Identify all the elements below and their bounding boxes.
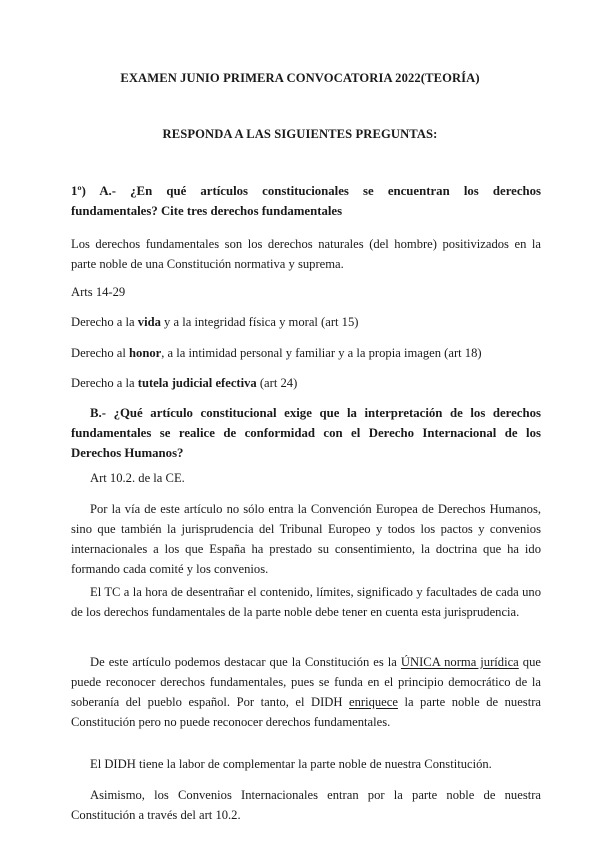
underlined-enriches: enriquece xyxy=(349,695,398,709)
paragraph-didh-role: El DIDH tiene la labor de complementar la parte noble de nuestra Constitución. xyxy=(90,757,492,771)
answer-article: Art 10.2. de la CE. xyxy=(90,471,185,485)
underlined-unique-norm: ÚNICA norma jurídica xyxy=(400,655,519,669)
question-b: B.- ¿Qué artículo constitucional exige que la interpretación de los derechos fundamentales se realice de conformidad con el Derecho Internacional de los Derechos Humanos? xyxy=(71,406,541,460)
definition-paragraph: Los derechos fundamentales son los derechos naturales (del hombre) positivizados en la parte noble de una Constitución normativa y suprema. xyxy=(71,237,541,271)
right-life: Derecho a la vida y a la integridad física y moral (art 15) xyxy=(71,315,359,329)
instructions-heading: RESPONDA A LAS SIGUIENTES PREGUNTAS: xyxy=(162,127,438,141)
paragraph-conventions: Asimismo, los Convenios Internacionales entran por la parte noble de nuestra Constitución a través del art 10.2. xyxy=(71,788,541,822)
articles-range: Arts 14-29 xyxy=(71,285,126,299)
question-a-line2: fundamentales? Cite tres derechos fundamentales xyxy=(71,204,343,218)
right-honor: Derecho al honor, a la intimidad personal y familiar y a la propia imagen (art 18) xyxy=(71,346,482,360)
question-a-line1: 1º) A.- ¿En qué artículos constitucionales se encuentran los derechos xyxy=(71,184,541,198)
paragraph-convention: Por la vía de este artículo no sólo entra la Convención Europea de Derechos Humanos, sino que también la jurisprudencia del Tribunal Europeo y todos los pactos y convenios internacionales a los que España ha prestado su consentimiento, la doctrina que ha ido formando cada comité y los convenios. xyxy=(71,502,541,576)
exam-title: EXAMEN JUNIO PRIMERA CONVOCATORIA 2022(TEORÍA) xyxy=(120,71,480,85)
paragraph-unique-norm: De este artículo podemos destacar que la Constitución es la ÚNICA norma jurídica que puede reconocer derechos fundamentales, pues se funda en el principio democrático de la soberanía del pueblo español. Por tanto, el DIDH enriquece la parte noble de nuestra Constitución pero no puede reconocer derechos fundamentales. xyxy=(71,655,541,729)
paragraph-tc: El TC a la hora de desentrañar el contenido, límites, significado y facultades de cada uno de los derechos fundamentales de la parte noble debe tener en cuenta esta jurisprudencia. xyxy=(71,585,541,619)
right-judicial-protection: Derecho a la tutela judicial efectiva (art 24) xyxy=(71,376,298,390)
question-a xyxy=(71,181,541,221)
